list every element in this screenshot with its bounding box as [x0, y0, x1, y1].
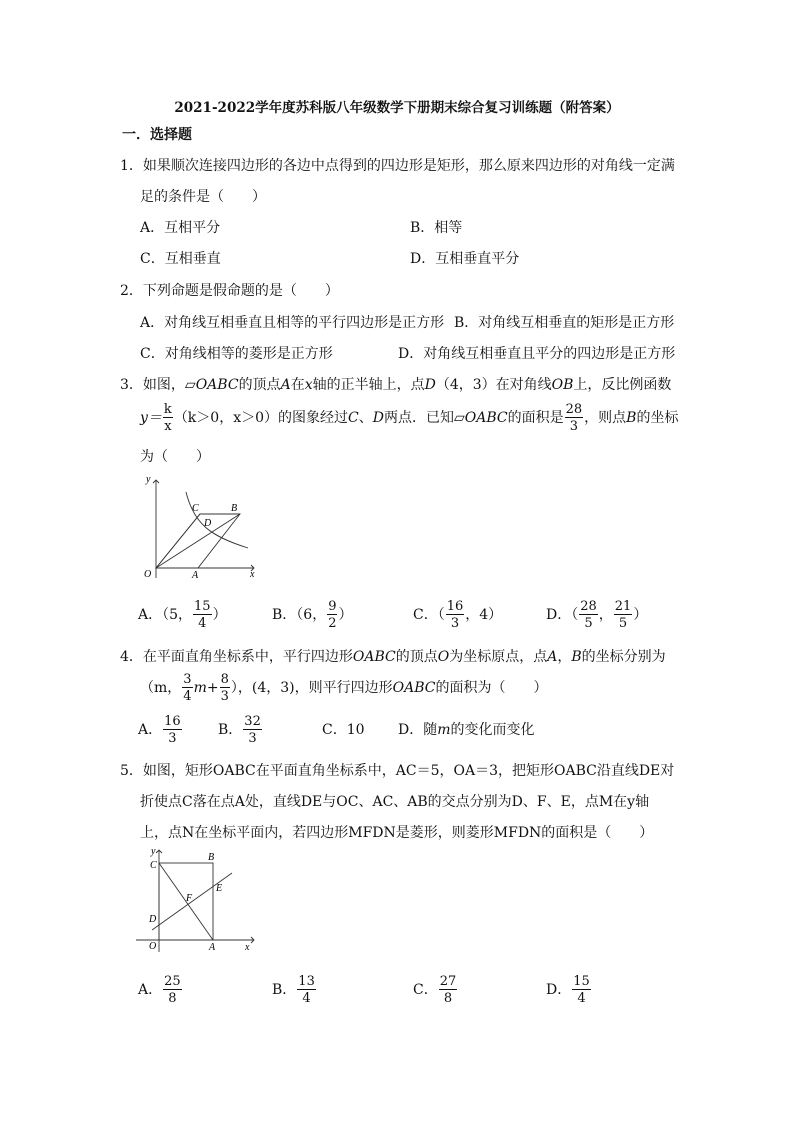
q5-option-d: D． $\frac{15}{4}$ [546, 974, 590, 1006]
q4-option-b: B． $\frac{32}{3}$ [218, 714, 261, 746]
q5-option-a: A． $\frac{25}{8}$ [138, 974, 181, 1006]
q3-label-o: O [144, 569, 152, 580]
q3-label-a: A [192, 570, 199, 581]
q3-label-b: B [231, 503, 238, 514]
q2-option-a: A．对角线互相垂直且相等的平行四边形是正方形 [140, 315, 445, 331]
q2-option-b: B．对角线互相垂直的矩形是正方形 [454, 315, 675, 331]
q1-option-d: D．互相垂直平分 [410, 251, 520, 267]
q5-label-d: D [149, 914, 157, 925]
q3-diagonal-oc [156, 514, 200, 568]
q5-stem-line3: 上，点N在坐标平面内，若四边形MFDN是菱形，则菱形MFDN的面积是（ ） [140, 825, 654, 841]
q3-stem-line2: y＝ $\frac{k}{x}$ （k＞0，x＞0）的图象经过C、D两点．已知▱OABC的面积是 $\frac{28}{3}$ ，则点B的坐标 [140, 402, 679, 434]
q4-stem-line2: （m， $\frac{3}{4}$ m+ $\frac{8}{3}$ ），(4，3)，则平行四边形OABC的面积为（ ） [140, 672, 548, 704]
q5-stem-line1: 5．如图，矩形OABC在平面直角坐标系中，AC＝5，OA＝3，把矩形OABC沿直线DE对 [120, 763, 675, 779]
q2-option-d: D．对角线互相垂直且平分的四边形是正方形 [398, 346, 676, 362]
q4-stem-line1: 4．在平面直角坐标系中，平行四边形OABC的顶点O为坐标原点，点A，B的坐标分别为 [120, 649, 666, 665]
q3-option-d: D．（ $\frac{28}{5}$ ， $\frac{21}{5}$ ） [546, 599, 648, 631]
q3-label-d: D [204, 518, 212, 529]
q5-option-c: C． $\frac{27}{8}$ [413, 974, 457, 1006]
page-title: 2021-2022学年度苏科版八年级数学下册期末综合复习训练题（附答案） [174, 100, 620, 116]
q1-option-a: A．互相平分 [140, 220, 221, 236]
q5-label-o: O [149, 941, 157, 952]
q1-stem-line1: 1．如果顺次连接四边形的各边中点得到的四边形是矩形，那么原来四边形的对角线一定满 [120, 158, 675, 174]
q5-label-b: B [208, 852, 215, 863]
q5-label-y: y [151, 846, 156, 857]
q2-option-c: C．对角线相等的菱形是正方形 [140, 346, 333, 362]
q5-label-f: F [186, 893, 193, 904]
q1-stem-line2: 足的条件是（ ） [140, 189, 266, 205]
q3-label-c: C [192, 503, 199, 514]
q5-stem-line2: 折使点C落在点A处，直线DE与OC、AC、AB的交点分别为D、F、E，点M在y轴 [140, 794, 650, 810]
q1-option-b: B．相等 [410, 220, 463, 236]
q4-option-a: A． $\frac{16}{3}$ [138, 714, 181, 746]
q5-label-c: C [150, 860, 157, 871]
q3-diagonal-ob [156, 514, 240, 568]
q3-option-c: C．（ $\frac{16}{3}$ ，4） [413, 599, 503, 631]
q3-label-x: x [250, 569, 255, 580]
q3-stem-line3: 为（ ） [140, 449, 210, 465]
q5-label-a: A [209, 942, 216, 953]
q5-label-e: E [216, 883, 223, 894]
q3-area-fraction: $\frac{28}{3}$ [565, 402, 583, 434]
q3-figure [130, 474, 262, 584]
q4-option-d: D．随m的变化而变化 [398, 722, 535, 738]
q3-stem-line1: 3．如图，▱OABC的顶点A在x轴的正半轴上，点D（4，3）在对角线OB上，反比例函数 [120, 377, 672, 393]
q3-option-a: A．（5， $\frac{15}{4}$ ） [138, 599, 227, 631]
q5-figure [130, 846, 260, 956]
q4-option-c: C．10 [322, 722, 365, 738]
q5-label-x: x [245, 942, 250, 953]
section-heading: 一．选择题 [122, 127, 192, 143]
q1-option-c: C．互相垂直 [140, 251, 221, 267]
q3-label-y: y [146, 474, 151, 485]
q2-stem: 2．下列命题是假命题的是（ ） [120, 283, 339, 299]
q3-option-b: B．（6， $\frac{9}{2}$ ） [272, 599, 353, 631]
q3-function-fraction: $\frac{k}{x}$ [163, 402, 172, 434]
q5-option-b: B． $\frac{13}{4}$ [272, 974, 315, 1006]
